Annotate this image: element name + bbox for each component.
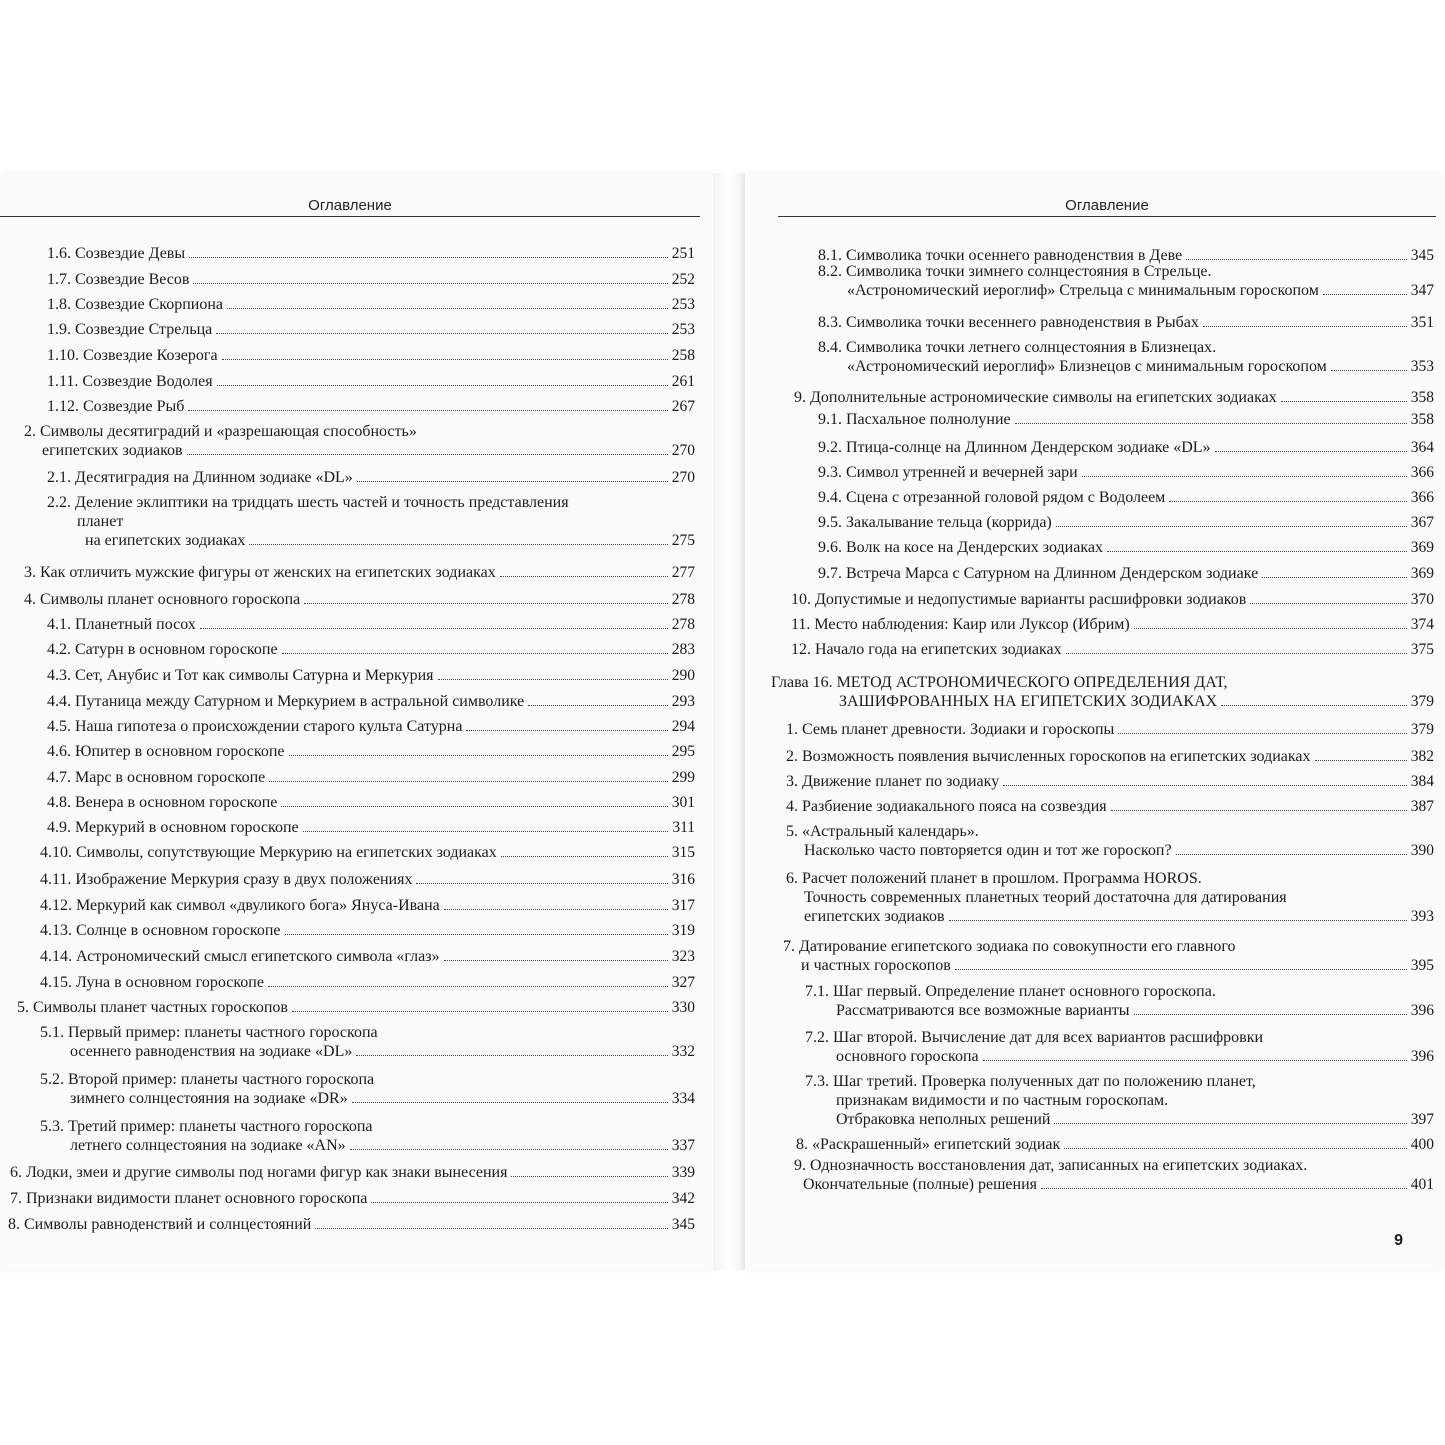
dot-leader: [1041, 1188, 1407, 1189]
toc-entry-page-number: 395: [1410, 957, 1434, 974]
toc-entry-title: 4. Разбиение зодиакального пояса на созвездия: [786, 798, 1107, 815]
toc-entry-line: [47, 321, 695, 338]
toc-entry-page-number: 367: [1410, 514, 1434, 531]
toc-entry-title: 4.14. Астрономический смысл египетского символа «глаз»: [40, 948, 440, 965]
toc-entry-line: [47, 271, 695, 288]
toc-entry-title: Рассматриваются все возможные варианты: [836, 1002, 1130, 1019]
dot-leader: [466, 730, 667, 731]
toc-entry-line: [40, 922, 695, 939]
toc-entry-line: [70, 1137, 695, 1154]
toc-entry-page-number: 400: [1410, 1136, 1434, 1153]
toc-entry-title: 9.2. Птица-солнце на Длинном Дендерском зодиаке «DL»: [818, 439, 1211, 456]
toc-entry-line: [47, 743, 695, 760]
dot-leader: [1003, 785, 1407, 786]
toc-entry-page-number: 375: [1410, 641, 1434, 658]
toc-entry-page-number: 319: [671, 922, 695, 939]
toc-entry-title: Окончательные (полные) решения: [803, 1176, 1038, 1193]
toc-entry-page-number: 275: [671, 532, 695, 549]
dot-leader: [285, 934, 668, 935]
toc-entry-title: 2. Возможность появления вычисленных гороскопов на египетских зодиаках: [786, 748, 1311, 765]
toc-entry-line: [40, 948, 695, 965]
toc-entry-page-number: 342: [671, 1190, 695, 1207]
dot-leader: [1176, 854, 1407, 855]
toc-entry-page-number: 283: [671, 641, 695, 658]
toc-entry-page-number: 301: [671, 794, 695, 811]
toc-entry-page-number: 366: [1410, 464, 1434, 481]
toc-entry-title-line: Точность современных планетных теорий достаточна для датирования: [804, 889, 1287, 906]
toc-entry-line: [818, 464, 1434, 481]
dot-leader: [1250, 603, 1406, 604]
dot-leader: [350, 1149, 668, 1150]
toc-entry-title: 1.9. Созвездие Стрельца: [47, 321, 213, 338]
book-spine: [713, 173, 745, 1270]
toc-entry-title: «Астрономический иероглиф» Близнецов с минимальным гороскопом: [847, 358, 1327, 375]
toc-entry-line: [24, 564, 695, 581]
toc-entry-title: 4.10. Символы, сопутствующие Меркурию на египетских зодиаках: [40, 844, 497, 861]
dot-leader: [1134, 1014, 1407, 1015]
dot-leader: [303, 831, 669, 832]
dot-leader: [187, 454, 668, 455]
toc-entry-title: египетских зодиаков: [42, 442, 183, 459]
toc-entry-page-number: 267: [671, 398, 695, 415]
toc-entry-line: [10, 1190, 695, 1207]
dot-leader: [1331, 370, 1407, 371]
toc-entry-title-line: 5.3. Третий пример: планеты частного гороскопа: [40, 1118, 373, 1135]
toc-entry-page-number: 299: [671, 769, 695, 786]
toc-entry-title: 1.8. Созвездие Скорпиона: [47, 296, 224, 313]
toc-entry-title: 4.2. Сатурн в основном гороскопе: [47, 641, 278, 658]
dot-leader: [1169, 501, 1406, 502]
toc-entry-line: [818, 411, 1434, 428]
toc-entry-line: [47, 718, 695, 735]
toc-entry-page-number: 323: [671, 948, 695, 965]
toc-entry-line: [791, 641, 1434, 658]
toc-entry-title: 9.3. Символ утренней и вечерней зари: [818, 464, 1078, 481]
dot-leader: [222, 359, 668, 360]
toc-entry-page-number: 396: [1410, 1048, 1434, 1065]
toc-entry-page-number: 401: [1410, 1176, 1434, 1193]
toc-entry-title-line: 7.3. Шаг третий. Проверка полученных дат по положению планет,: [805, 1073, 1256, 1090]
toc-entry-title: 2.1. Десятиградия на Длинном зодиаке «DL»: [47, 469, 353, 486]
toc-entry-page-number: 345: [671, 1216, 695, 1233]
toc-entry-line: [847, 282, 1434, 299]
toc-entry-title: 6. Лодки, змеи и другие символы под ногами фигур как знаки вынесения: [10, 1164, 508, 1181]
toc-entry-line: [786, 721, 1434, 738]
toc-entry-line: [47, 398, 695, 415]
toc-entry-page-number: 397: [1410, 1111, 1434, 1128]
toc-entry-line: [70, 1043, 695, 1060]
toc-entry-line: [47, 794, 695, 811]
dot-leader: [1054, 1123, 1406, 1124]
dot-leader: [357, 481, 668, 482]
dot-leader: [1134, 628, 1407, 629]
toc-entry-title: 4.9. Меркурий в основном гороскопе: [47, 819, 299, 836]
toc-entry-title: 8. Символы равноденствий и солнцестояний: [8, 1216, 312, 1233]
toc-entry-title: Отбраковка неполных решений: [836, 1111, 1051, 1128]
dot-leader: [983, 1060, 1407, 1061]
dot-leader: [1064, 1148, 1406, 1149]
toc-entry-title-line: 8.4. Символика точки летнего солнцестояния в Близнецах.: [818, 339, 1217, 356]
toc-entry-title: 4.15. Луна в основном гороскопе: [40, 974, 264, 991]
dot-leader: [1315, 760, 1407, 761]
dot-leader: [1186, 259, 1407, 260]
toc-entry-title: 1.10. Созвездие Козерога: [47, 347, 218, 364]
toc-entry-title-line: 9. Однозначность восстановления дат, записанных на египетских зодиаках.: [794, 1157, 1308, 1174]
toc-entry-line: [818, 314, 1434, 331]
dot-leader: [315, 1228, 667, 1229]
toc-entry-title: ЗАШИФРОВАННЫХ НА ЕГИПЕТСКИХ ЗОДИАКАХ: [839, 693, 1218, 710]
toc-entry-title: Насколько часто повторяется один и тот же гороскоп?: [804, 842, 1172, 859]
toc-entry-line: [836, 1002, 1434, 1019]
dot-leader: [1118, 733, 1406, 734]
toc-entry-page-number: 345: [1410, 247, 1434, 264]
toc-entry-line: [47, 469, 695, 486]
dot-leader: [1221, 705, 1407, 706]
toc-entry-page-number: 258: [671, 347, 695, 364]
dot-leader: [500, 576, 668, 577]
toc-entry-page-number: 278: [671, 591, 695, 608]
toc-entry-page-number: 277: [671, 564, 695, 581]
toc-entry-line: [818, 565, 1434, 582]
toc-entry-page-number: 390: [1410, 842, 1434, 859]
dot-leader: [292, 1011, 668, 1012]
toc-entry-line: [804, 908, 1434, 925]
toc-entry-page-number: 366: [1410, 489, 1434, 506]
toc-entry-title: 4.1. Планетный посох: [47, 616, 196, 633]
toc-entry-title-line: признакам видимости и по частным гороскопам.: [836, 1092, 1169, 1109]
toc-entry-title: 1.11. Созвездие Водолея: [47, 373, 213, 390]
toc-entry-line: [47, 693, 695, 710]
toc-entry-title: 4. Символы планет основного гороскопа: [24, 591, 301, 608]
toc-entry-line: [801, 957, 1434, 974]
toc-entry-line: [47, 245, 695, 262]
toc-entry-title: египетских зодиаков: [804, 908, 945, 925]
toc-entry-title: 9.7. Встреча Марса с Сатурном на Длинном Дендерском зодиаке: [818, 565, 1259, 582]
toc-entry-title-line: 5. «Астральный календарь».: [786, 823, 979, 840]
toc-entry-title: 4.8. Венера в основном гороскопе: [47, 794, 278, 811]
toc-entry-title-line: 5.1. Первый пример: планеты частного гороскопа: [40, 1024, 378, 1041]
dot-leader: [444, 960, 668, 961]
toc-entry-line: [10, 1164, 695, 1181]
toc-entry-page-number: 337: [671, 1137, 695, 1154]
toc-entry-line: [40, 871, 695, 888]
page-number: 9: [1394, 1232, 1403, 1249]
running-header: Оглавление: [1065, 197, 1149, 214]
dot-leader: [371, 1202, 667, 1203]
toc-entry-title: 4.13. Солнце в основном гороскопе: [40, 922, 281, 939]
toc-entry-title: 9. Дополнительные астрономические символы на египетских зодиаках: [794, 389, 1277, 406]
dot-leader: [1323, 294, 1407, 295]
toc-entry-line: [818, 489, 1434, 506]
toc-entry-line: [24, 591, 695, 608]
toc-entry-title: летнего солнцестояния на зодиаке «AN»: [70, 1137, 346, 1154]
dot-leader: [1111, 810, 1407, 811]
left-page: [0, 173, 713, 1270]
toc-entry-title-line: 6. Расчет положений планет в прошлом. Программа HOROS.: [786, 870, 1202, 887]
toc-entry-page-number: 379: [1410, 721, 1434, 738]
header-rule: [778, 216, 1436, 217]
toc-entry-line: [42, 442, 695, 459]
toc-entry-page-number: 370: [1410, 591, 1434, 608]
toc-entry-line: [786, 748, 1434, 765]
toc-entry-title: 8. «Раскрашенный» египетский зодиак: [796, 1136, 1061, 1153]
toc-entry-line: [47, 373, 695, 390]
dot-leader: [1082, 476, 1407, 477]
toc-entry-title: «Астрономический иероглиф» Стрельца с минимальным гороскопом: [847, 282, 1319, 299]
toc-entry-page-number: 252: [671, 271, 695, 288]
toc-entry-line: [786, 773, 1434, 790]
toc-entry-title: 11. Место наблюдения: Каир или Луксор (Ибрим): [791, 616, 1130, 633]
toc-entry-line: [804, 842, 1434, 859]
toc-entry-title: 9.5. Закалывание тельца (коррида): [818, 514, 1052, 531]
toc-entry-title-line: 8.2. Символика точки зимнего солнцестояния в Стрельце.: [818, 263, 1212, 280]
dot-leader: [282, 653, 668, 654]
dot-leader: [949, 920, 1407, 921]
right-page: [745, 173, 1445, 1270]
toc-entry-line: [47, 667, 695, 684]
toc-entry-page-number: 339: [671, 1164, 695, 1181]
toc-entry-line: [847, 358, 1434, 375]
dot-leader: [416, 883, 667, 884]
toc-entry-page-number: 347: [1410, 282, 1434, 299]
dot-leader: [227, 308, 668, 309]
toc-entry-page-number: 270: [671, 469, 695, 486]
toc-entry-title: 1. Семь планет древности. Зодиаки и гороскопы: [786, 721, 1115, 738]
toc-entry-page-number: 330: [671, 999, 695, 1016]
toc-entry-page-number: 396: [1410, 1002, 1434, 1019]
toc-entry-title: 5. Символы планет частных гороскопов: [17, 999, 288, 1016]
toc-entry-page-number: 358: [1410, 389, 1434, 406]
toc-entry-title: на египетских зодиаках: [85, 532, 246, 549]
dot-leader: [444, 909, 668, 910]
toc-entry-line: [794, 389, 1434, 406]
dot-leader: [268, 986, 668, 987]
toc-entry-page-number: 261: [671, 373, 695, 390]
toc-entry-line: [836, 1048, 1434, 1065]
toc-entry-line: [818, 247, 1434, 264]
toc-entry-title-line: 2. Символы десятиградий и «разрешающая способность»: [24, 423, 417, 440]
dot-leader: [193, 283, 667, 284]
toc-entry-title: зимнего солнцестояния на зодиаке «DR»: [70, 1090, 348, 1107]
dot-leader: [1215, 451, 1407, 452]
toc-entry-title: 4.11. Изображение Меркурия сразу в двух положениях: [40, 871, 413, 888]
toc-entry-title-line: 7.2. Шаг второй. Вычисление дат для всех вариантов расшифровки: [805, 1029, 1264, 1046]
toc-entry-page-number: 327: [671, 974, 695, 991]
toc-entry-page-number: 382: [1410, 748, 1434, 765]
toc-entry-page-number: 293: [671, 693, 695, 710]
dot-leader: [1107, 551, 1407, 552]
toc-entry-title: 1.12. Созвездие Рыб: [47, 398, 185, 415]
toc-entry-page-number: 311: [672, 819, 695, 836]
toc-entry-page-number: 369: [1410, 539, 1434, 556]
dot-leader: [200, 628, 668, 629]
toc-entry-line: [803, 1176, 1434, 1193]
dot-leader: [438, 679, 668, 680]
toc-entry-title: 8.3. Символика точки весеннего равноденствия в Рыбах: [818, 314, 1199, 331]
toc-entry-page-number: 384: [1410, 773, 1434, 790]
toc-entry-title: 9.6. Волк на косе на Дендерских зодиаках: [818, 539, 1103, 556]
toc-entry-page-number: 316: [671, 871, 695, 888]
toc-entry-line: [40, 844, 695, 861]
toc-entry-title: 1.6. Созвездие Девы: [47, 245, 186, 262]
dot-leader: [188, 410, 667, 411]
dot-leader: [304, 603, 667, 604]
toc-entry-line: [796, 1136, 1434, 1153]
toc-entry-page-number: 317: [671, 897, 695, 914]
toc-entry-line: [839, 693, 1434, 710]
dot-leader: [269, 781, 667, 782]
toc-entry-page-number: 393: [1410, 908, 1434, 925]
toc-entry-title: и частных гороскопов: [801, 957, 951, 974]
toc-entry-line: [17, 999, 695, 1016]
toc-entry-line: [47, 641, 695, 658]
toc-entry-title: 3. Движение планет по зодиаку: [786, 773, 1000, 790]
dot-leader: [1281, 401, 1407, 402]
toc-entry-title-line: 7.1. Шаг первый. Определение планет основного гороскопа.: [805, 983, 1216, 1000]
toc-entry-line: [85, 532, 695, 549]
toc-entry-title: 3. Как отличить мужские фигуры от женских на египетских зодиаках: [24, 564, 496, 581]
toc-entry-page-number: 294: [671, 718, 695, 735]
toc-entry-title-line: 2.2. Деление эклиптики на тридцать шесть частей и точность представления: [47, 494, 569, 511]
dot-leader: [528, 705, 668, 706]
toc-entry-title-line: 5.2. Второй пример: планеты частного гороскопа: [40, 1071, 375, 1088]
toc-entry-title: 4.12. Меркурий как символ «двуликого бога» Януса-Ивана: [40, 897, 440, 914]
toc-entry-line: [47, 616, 695, 633]
toc-entry-title: 4.6. Юпитер в основном гороскопе: [47, 743, 285, 760]
toc-entry-line: [47, 296, 695, 313]
toc-entry-line: [791, 616, 1434, 633]
toc-entry-line: [40, 974, 695, 991]
toc-entry-title: 4.3. Сет, Анубис и Тот как символы Сатурна и Меркурия: [47, 667, 434, 684]
dot-leader: [1066, 653, 1407, 654]
dot-leader: [1203, 326, 1407, 327]
toc-entry-page-number: 351: [1410, 314, 1434, 331]
toc-entry-title: 9.4. Сцена с отрезанной головой рядом с Водолеем: [818, 489, 1166, 506]
dot-leader: [1262, 577, 1407, 578]
running-header: Оглавление: [308, 197, 392, 214]
toc-entry-title: 4.5. Наша гипотеза о происхождении старого культа Сатурна: [47, 718, 463, 735]
toc-entry-page-number: 253: [671, 321, 695, 338]
toc-entry-title: 12. Начало года на египетских зодиаках: [791, 641, 1062, 658]
toc-entry-page-number: 295: [671, 743, 695, 760]
toc-entry-title: 7. Признаки видимости планет основного гороскопа: [10, 1190, 368, 1207]
toc-entry-line: [818, 539, 1434, 556]
toc-entry-page-number: 374: [1410, 616, 1434, 633]
toc-entry-title: 9.1. Пасхальное полнолуние: [818, 411, 1011, 428]
toc-entry-page-number: 387: [1410, 798, 1434, 815]
toc-entry-page-number: 270: [671, 442, 695, 459]
toc-entry-line: [786, 798, 1434, 815]
toc-entry-line: [47, 347, 695, 364]
toc-entry-line: [8, 1216, 695, 1233]
toc-entry-page-number: 332: [671, 1043, 695, 1060]
toc-entry-page-number: 369: [1410, 565, 1434, 582]
dot-leader: [216, 333, 667, 334]
toc-entry-line: [818, 514, 1434, 531]
toc-entry-line: [47, 769, 695, 786]
toc-entry-title-line: планет: [77, 513, 124, 530]
toc-entry-title: 10. Допустимые и недопустимые варианты расшифровки зодиаков: [791, 591, 1247, 608]
toc-entry-line: [40, 897, 695, 914]
dot-leader: [217, 385, 668, 386]
toc-entry-title-line: Глава 16. МЕТОД АСТРОНОМИЧЕСКОГО ОПРЕДЕЛЕНИЯ ДАТ,: [771, 674, 1228, 691]
toc-entry-title: 1.7. Созвездие Весов: [47, 271, 190, 288]
toc-entry-line: [836, 1111, 1434, 1128]
dot-leader: [356, 1055, 667, 1056]
dot-leader: [1056, 526, 1407, 527]
toc-entry-line: [47, 819, 695, 836]
toc-entry-page-number: 290: [671, 667, 695, 684]
toc-entry-line: [791, 591, 1434, 608]
dot-leader: [511, 1176, 667, 1177]
dot-leader: [501, 856, 668, 857]
toc-entry-page-number: 253: [671, 296, 695, 313]
toc-entry-page-number: 251: [671, 245, 695, 262]
toc-entry-page-number: 364: [1410, 439, 1434, 456]
dot-leader: [352, 1102, 668, 1103]
toc-entry-page-number: 278: [671, 616, 695, 633]
toc-entry-page-number: 315: [671, 844, 695, 861]
toc-entry-line: [818, 439, 1434, 456]
dot-leader: [249, 544, 667, 545]
toc-entry-title: осеннего равноденствия на зодиаке «DL»: [70, 1043, 353, 1060]
toc-entry-title: 4.4. Путаница между Сатурном и Меркурием в астральной символике: [47, 693, 525, 710]
toc-entry-title: 8.1. Символика точки осеннего равноденствия в Деве: [818, 247, 1183, 264]
toc-entry-page-number: 353: [1410, 358, 1434, 375]
toc-entry-line: [70, 1090, 695, 1107]
toc-entry-title: основного гороскопа: [836, 1048, 979, 1065]
toc-entry-title: 4.7. Марс в основном гороскопе: [47, 769, 266, 786]
toc-entry-page-number: 334: [671, 1090, 695, 1107]
dot-leader: [281, 806, 667, 807]
dot-leader: [1015, 423, 1407, 424]
toc-entry-page-number: 379: [1410, 693, 1434, 710]
dot-leader: [955, 969, 1407, 970]
header-rule: [0, 216, 700, 217]
toc-entry-title-line: 7. Датирование египетского зодиака по совокупности его главного: [783, 938, 1236, 955]
toc-entry-page-number: 358: [1410, 411, 1434, 428]
dot-leader: [189, 257, 668, 258]
dot-leader: [289, 755, 668, 756]
